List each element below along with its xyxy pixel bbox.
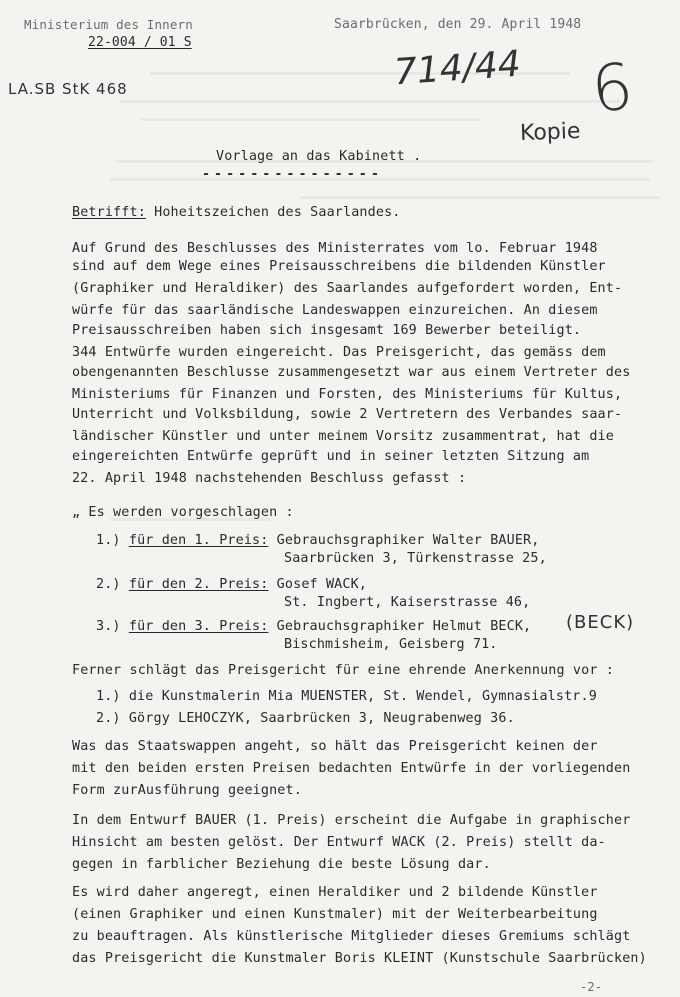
prize-winner: Gebrauchsgraphiker Walter BAUER, (268, 533, 540, 548)
paragraph-1-line: würfe für das saarländische Landeswappen einzureichen. An diesem (72, 303, 598, 318)
prize-number: 1.) (96, 533, 121, 548)
paragraph-1-line: eingereichten Entwürfe geprüft und in seiner letzten Sitzung am (72, 449, 590, 464)
paragraph-1-line: Unterricht und Volksbildung, sowie 2 Vertretern des Verbandes saar- (72, 407, 623, 422)
paragraph-1-line: Auf Grund des Beschlusses des Ministerrates vom lo. Februar 1948 (72, 241, 598, 256)
prize-3 (96, 618, 531, 636)
prize-2-address: St. Ingbert, Kaiserstrasse 46, (284, 595, 531, 610)
prize-3-address: Bischmisheim, Geisberg 71. (284, 637, 498, 652)
paragraph-3-line: In dem Entwurf BAUER (1. Preis) erscheint die Aufgabe in graphischer (72, 813, 631, 828)
proposal-intro: „ Es werden vorgeschlagen : (72, 505, 294, 520)
handwritten-digit: 6 (588, 50, 637, 128)
paragraph-1-line: sind auf dem Wege eines Preisausschreibens die bildenden Künstler (72, 259, 606, 274)
paragraph-1-line: obengenannten Beschlusse zusammengesetzt war aus einem Vertreter des (72, 365, 631, 380)
paragraph-3-line: Hinsicht am besten gelöst. Der Entwurf WACK (2. Preis) stellt da- (72, 835, 606, 850)
paragraph-4-line: (einen Graphiker und einen Kunstmaler) mit der Weiterbearbeitung (72, 907, 598, 922)
subject-text: Hoheitszeichen des Saarlandes. (145, 205, 401, 220)
paragraph-2-line: mit den beiden ersten Preisen bedachten Entwürfe in der vorliegenden (72, 761, 631, 776)
prize-winner: Gosef WACK, (268, 577, 368, 592)
handwritten-number: 714/44 (392, 43, 522, 94)
prize-winner: Gebrauchsgraphiker Helmut BECK, (268, 619, 532, 634)
archive-signature: LA.SB StK 468 (8, 80, 128, 98)
honorable-item: 1.) die Kunstmalerin Mia MUENSTER, St. Wendel, Gymnasialstr.9 (96, 689, 597, 704)
ministry-name: Ministerium des Innern (24, 17, 193, 32)
prize-number: 2.) (96, 577, 121, 592)
paragraph-1-line: Preisausschreiben haben sich insgesamt 169 Bewerber beteiligt. (72, 323, 582, 338)
place-date: Saarbrücken, den 29. April 1948 (334, 17, 582, 32)
prize-number: 3.) (96, 619, 121, 634)
paragraph-1-line: Ministeriums für Finanzen und Forsten, des Ministeriums für Kultus, (72, 387, 623, 402)
subject-line (72, 204, 401, 222)
prize-2 (96, 576, 367, 594)
title-rule: --------------- (202, 167, 383, 182)
prize-1 (96, 532, 539, 550)
paragraph-4-line: zu beauftragen. Als künstlerische Mitglieder dieses Gremiums schlägt (72, 929, 631, 944)
paragraph-4-line: das Preisgericht die Kunstmaler Boris KLEINT (Kunstschule Saarbrücken) (72, 951, 647, 966)
prize-label: für den 1. Preis: (128, 533, 269, 548)
paragraph-1-line: 344 Entwürfe wurden eingereicht. Das Preisgericht, das gemäss dem (72, 345, 606, 360)
reference-number: 22-004 / 01 S (88, 35, 192, 50)
kopie-note: Kopie (519, 118, 581, 147)
paragraph-1-line: (Graphiker und Heraldiker) des Saarlandes aufgefordert worden, Ent- (72, 281, 623, 296)
honorable-item: 2.) Görgy LEHOCZYK, Saarbrücken 3, Neugrabenweg 36. (96, 711, 515, 726)
subject-label: Betrifft: (72, 205, 146, 220)
paragraph-1-line: ländischer Künstler und unter meinem Vorsitz zusammentrat, hat die (72, 429, 614, 444)
prize-1-address: Saarbrücken 3, Türkenstrasse 25, (284, 551, 547, 566)
paragraph-4-line: Es wird daher angeregt, einen Heraldiker und 2 bildende Künstler (72, 885, 598, 900)
paragraph-2-line: Form zurAusführung geeignet. (72, 783, 302, 798)
paragraph-1-line: 22. April 1948 nachstehenden Beschluss gefasst : (72, 471, 467, 486)
honorable-intro: Ferner schlägt das Preisgericht für eine ehrende Anerkennung vor : (72, 663, 614, 678)
paragraph-2-line: Was das Staatswappen angeht, so hält das Preisgericht keinen der (72, 739, 598, 754)
document-title: Vorlage an das Kabinett . (216, 149, 422, 164)
prize-label: für den 3. Preis: (128, 619, 269, 634)
page-number: -2- (580, 980, 603, 994)
paragraph-3-line: gegen in farblicher Beziehung die beste Lösung dar. (72, 857, 491, 872)
prize-label: für den 2. Preis: (128, 577, 269, 592)
handwritten-beck: (BECK) (566, 612, 635, 633)
